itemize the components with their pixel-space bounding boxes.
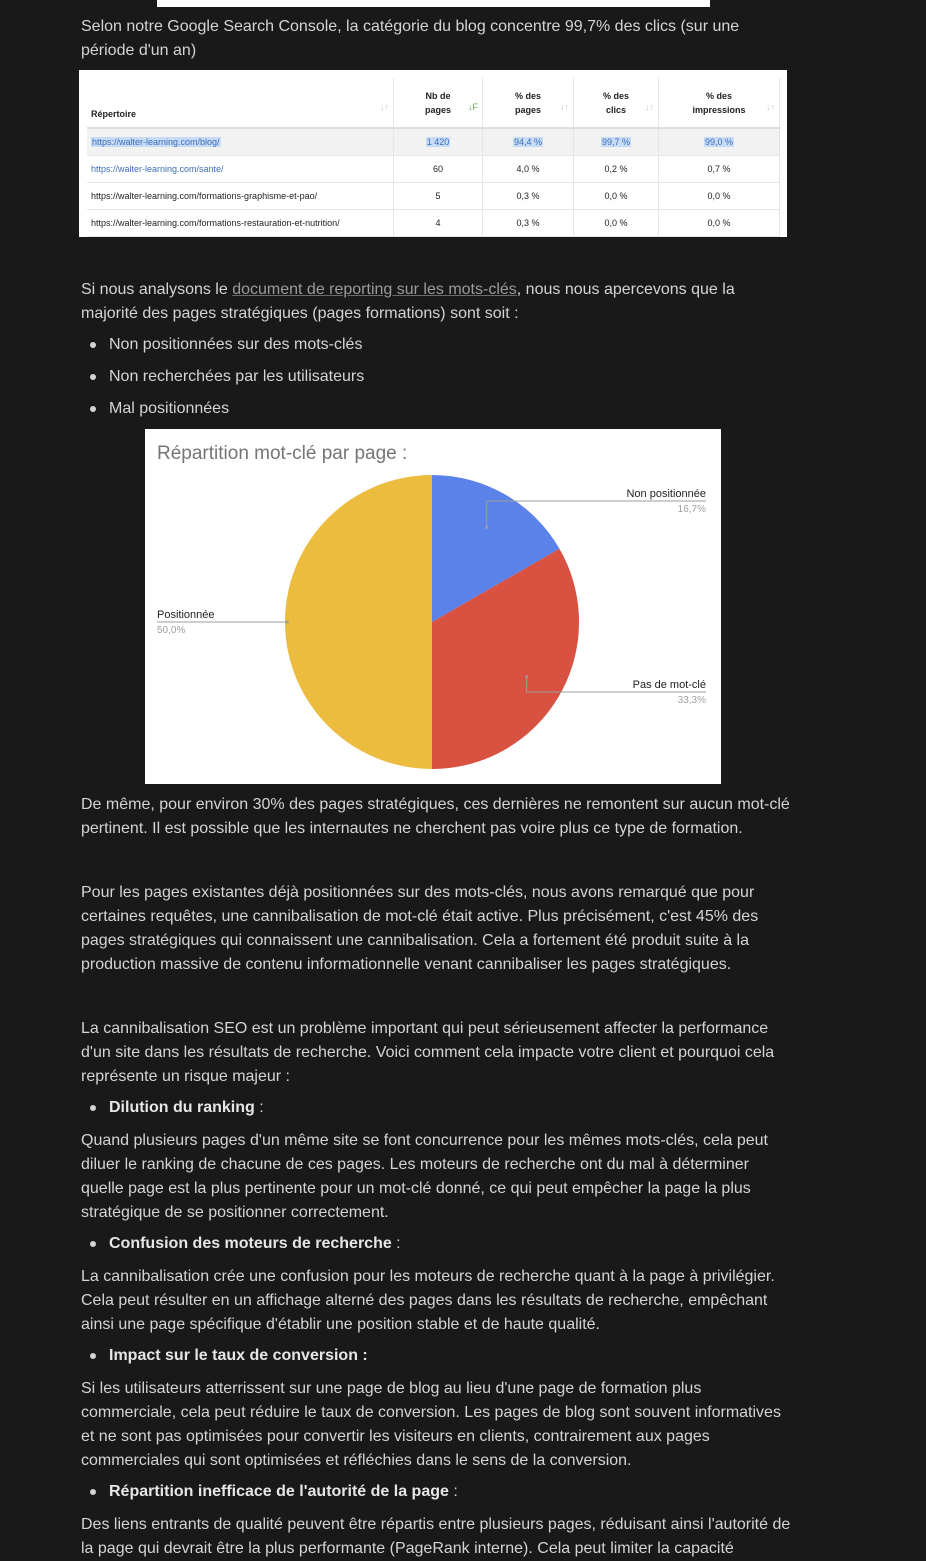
pie-chart	[145, 429, 721, 784]
sort-icon: ↓↑	[645, 101, 654, 112]
slice-value-label: 33,3%	[677, 695, 706, 706]
table-cell: 5	[394, 183, 483, 210]
table-cell: 0,0 %	[574, 210, 659, 237]
pie-slice-2	[285, 475, 432, 769]
cannibalisation-paragraph: Pour les pages existantes déjà positionnées sur des mots-clés, nous avons remarqué que pour certaines requêtes, une cannibalisation de mot-clé était active. Plus précisément, c'est 45% des pages stratégiques qui connaissent une cannibalisation. Cela a fortement été produit suite à la production massive de contenu informationnelle venant cannibaliser les pages stratégiques.	[81, 884, 759, 973]
pie-chart-image	[145, 429, 721, 784]
seo-paragraph: La cannibalisation SEO est un problème important qui peut sérieusement affecter la performance d'un site dans les résultats de recherche. Voici comment cela impacte votre client et pourquoi cela représente un risque majeur :	[81, 1020, 775, 1085]
list-item: Mal positionnées	[81, 393, 791, 425]
table-cell: 0,0 %	[659, 183, 780, 210]
slice-value-label: 50,0%	[157, 625, 186, 636]
slice-label: Positionnée	[157, 609, 215, 621]
table-cell: 4,0 %	[483, 156, 574, 183]
table-cell: 60	[394, 156, 483, 183]
leader-dot	[286, 621, 289, 624]
directory-table	[87, 78, 780, 237]
point-text: Quand plusieurs pages d'un même site se font concurrence pour les mêmes mots-clés, cela peut diluer le ranking de chacune de ces pages. Les moteurs de recherche ont du mal à déterminer quelle page est la plus pertinente pour un mot-clé donné, ce qui peut empêcher la page la plus stratégique de se positionner correctement.	[81, 1132, 768, 1221]
col-header-pct-clicks[interactable]: % des clics ↓↑	[574, 78, 659, 128]
analysis-paragraph: Si nous analysons le document de reporting sur les mots-clés, nous nous apercevons que la majorité des pages stratégiques (pages formations) sont soit :	[81, 281, 735, 322]
table-row	[87, 128, 780, 156]
table-cell: https://walter-learning.com/formations-restauration-et-nutrition/	[87, 210, 394, 237]
col-header-pct-impressions[interactable]: % des impressions ↓↑	[659, 78, 780, 128]
table-cell: 0,2 %	[574, 156, 659, 183]
point-heading: Confusion des moteurs de recherche :	[81, 1228, 791, 1260]
table-cell: 0,0 %	[659, 210, 780, 237]
table-cell: 99,0 %	[704, 137, 734, 147]
table-row-partial	[87, 237, 780, 238]
table-cell-link[interactable]: https://walter-learning.com/sante/	[87, 156, 394, 183]
point-heading: Dilution du ranking :	[81, 1092, 791, 1124]
table-cell[interactable]: https://walter-learning.com/blog/	[92, 137, 220, 147]
table-cell: 0,0 %	[574, 183, 659, 210]
table-cell: 94,4 %	[513, 137, 543, 147]
table-cell: 99,7 %	[601, 137, 631, 147]
table-row	[87, 183, 780, 210]
table-cell: 0,7 %	[659, 156, 780, 183]
col-header-pages-count[interactable]: Nb de pages ↓F	[394, 78, 483, 128]
table-row	[87, 210, 780, 237]
point-text: La cannibalisation crée une confusion pour les moteurs de recherche quant à la page à privilégier. Cela peut résulter en un affichage alterné des pages dans les résultats de recherche, empêchant ainsi une page spécifique d'établir une position stable et de haute qualité.	[81, 1268, 775, 1333]
table-cell: 1 420	[426, 137, 450, 147]
point-heading: Impact sur le taux de conversion :	[81, 1340, 791, 1372]
col-header-directory[interactable]: Répertoire ↓↑	[87, 78, 394, 128]
list-item: Non positionnées sur des mots-clés	[81, 329, 791, 361]
chart-title: Répartition mot-clé par page :	[157, 443, 408, 464]
same-paragraph: De même, pour environ 30% des pages stratégiques, ces dernières ne remontent sur aucun mot-clé pertinent. Il est possible que les internautes ne cherchent pas voire plus ce type de formation.	[81, 796, 790, 837]
leader-dot	[525, 675, 528, 678]
search-console-table-image	[79, 70, 787, 237]
slice-label: Pas de mot-clé	[632, 679, 706, 691]
sort-icon: ↓↑	[380, 101, 389, 112]
table-cell: 4	[394, 210, 483, 237]
table-row	[87, 156, 780, 183]
table-header-row	[87, 78, 780, 128]
col-header-pct-pages[interactable]: % des pages ↓↑	[483, 78, 574, 128]
reporting-document-link[interactable]: document de reporting sur les mots-clés	[232, 281, 517, 298]
previous-image-bottom-edge	[157, 0, 710, 7]
table-cell: 0,3 %	[483, 210, 574, 237]
sort-icon: ↓↑	[766, 101, 775, 112]
point-heading: Répartition inefficace de l'autorité de la page :	[81, 1476, 791, 1508]
intro-paragraph: Selon notre Google Search Console, la catégorie du blog concentre 99,7% des clics (sur une période d'un an)	[81, 18, 740, 59]
slice-value-label: 16,7%	[677, 504, 706, 515]
point-text: Des liens entrants de qualité peuvent être répartis entre plusieurs pages, réduisant ainsi l'autorité de la page qui devrait être la plus performante (PageRank interne). Cela peut limiter la capacité	[81, 1516, 791, 1557]
issues-list	[81, 329, 791, 425]
slice-label: Non positionnée	[626, 488, 706, 500]
list-item: Non recherchées par les utilisateurs	[81, 361, 791, 393]
table-cell: https://walter-learning.com/formations-graphisme-et-pao/	[87, 183, 394, 210]
table-cell: 0,3 %	[483, 183, 574, 210]
point-text: Si les utilisateurs atterrissent sur une page de blog au lieu d'une page de formation plus commerciale, cela peut réduire le taux de conversion. Les pages de blog sont souvent informatives et ne sont pas optimisées pour convertir les visiteurs en clients, contrairement aux pages commerciales qui sont optimisées et réfléchies dans le sens de la conversion.	[81, 1380, 781, 1469]
sort-desc-icon: ↓F	[468, 101, 478, 112]
leader-dot	[485, 526, 488, 529]
sort-icon: ↓↑	[560, 101, 569, 112]
